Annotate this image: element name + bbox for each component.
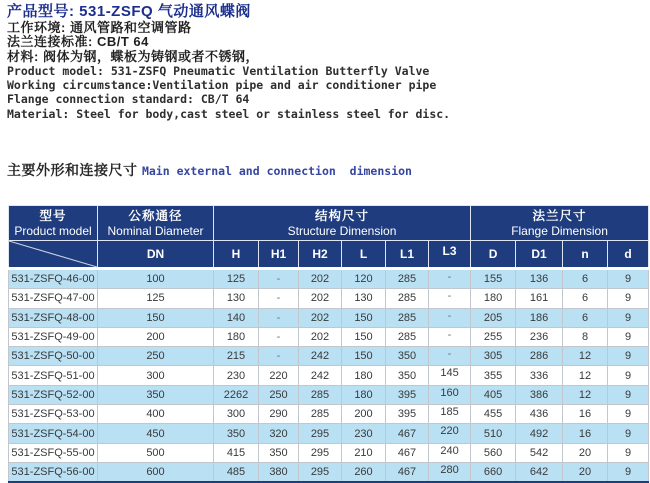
value-cell: 450 (98, 424, 214, 443)
col-header-l1: L1 (386, 241, 429, 269)
value-cell: 300 (214, 405, 259, 424)
value-cell: 492 (516, 424, 563, 443)
value-cell: 155 (471, 269, 516, 289)
col-group-flange-zh: 法兰尺寸 (532, 208, 587, 223)
value-cell: 150 (342, 327, 386, 346)
value-cell: 125 (98, 289, 214, 308)
value-cell: 395 (386, 385, 429, 404)
value-cell: - (429, 327, 471, 346)
value-cell: 467 (386, 462, 429, 482)
model-cell: 531-ZSFQ-47-00 (9, 289, 98, 308)
value-cell: 9 (608, 462, 649, 482)
value-cell: 485 (214, 462, 259, 482)
value-cell: - (429, 289, 471, 308)
value-cell: 510 (471, 424, 516, 443)
value-cell: 120 (342, 269, 386, 289)
value-cell: 250 (259, 385, 299, 404)
value-cell: 350 (214, 424, 259, 443)
value-cell: 140 (214, 308, 259, 327)
value-cell: 180 (471, 289, 516, 308)
value-cell: - (259, 327, 299, 346)
col-group-dn-en: Nominal Diameter (107, 223, 204, 238)
value-cell: 185 (429, 405, 471, 424)
value-cell: 350 (386, 347, 429, 366)
model-cell: 531-ZSFQ-52-00 (9, 385, 98, 404)
value-cell: 350 (98, 385, 214, 404)
model-cell: 531-ZSFQ-51-00 (9, 366, 98, 385)
value-cell: 6 (563, 269, 608, 289)
col-header-d1: D1 (516, 241, 563, 269)
value-cell: 180 (342, 366, 386, 385)
col-header-h2: H2 (299, 241, 342, 269)
section-heading-en: Main external and connection dimension (141, 164, 412, 178)
value-cell: 12 (563, 347, 608, 366)
value-cell: 660 (471, 462, 516, 482)
value-cell: 9 (608, 424, 649, 443)
model-cell: 531-ZSFQ-54-00 (9, 424, 98, 443)
value-cell: 6 (563, 289, 608, 308)
table-row (9, 269, 649, 289)
col-header-d-small: d (608, 241, 649, 269)
col-header-h: H (214, 241, 259, 269)
table-row (9, 385, 649, 404)
value-cell: 230 (342, 424, 386, 443)
value-cell: 250 (98, 347, 214, 366)
value-cell: 230 (214, 366, 259, 385)
col-header-n: n (563, 241, 608, 269)
table-row (9, 347, 649, 366)
model-cell: 531-ZSFQ-48-00 (9, 308, 98, 327)
value-cell: 202 (299, 289, 342, 308)
col-group-model (9, 206, 98, 241)
value-cell: 6 (563, 308, 608, 327)
value-cell: 285 (386, 308, 429, 327)
value-cell: 9 (608, 327, 649, 346)
col-group-structure (214, 206, 471, 241)
value-cell: 355 (471, 366, 516, 385)
info-line-en-material: Material: Steel for body,cast steel or stainless steel for disc. (7, 106, 451, 121)
info-line-en-working: Working circumstance:Ventilation pipe and air conditioner pipe (7, 78, 437, 93)
value-cell: 12 (563, 366, 608, 385)
value-cell: - (429, 308, 471, 327)
value-cell: 9 (608, 385, 649, 404)
value-cell: 9 (608, 308, 649, 327)
value-cell: 20 (563, 462, 608, 482)
value-cell: 210 (342, 443, 386, 462)
diagonal-line-icon (9, 241, 97, 267)
value-cell: 300 (98, 366, 214, 385)
value-cell: 285 (386, 289, 429, 308)
value-cell: 161 (516, 289, 563, 308)
col-group-structure-en: Structure Dimension (287, 223, 397, 238)
value-cell: 280 (429, 462, 471, 482)
value-cell: 220 (429, 424, 471, 443)
value-cell: 215 (214, 347, 259, 366)
value-cell: 202 (299, 327, 342, 346)
value-cell: 2262 (214, 385, 259, 404)
value-cell: 9 (608, 269, 649, 289)
model-cell: 531-ZSFQ-53-00 (9, 405, 98, 424)
table-row (9, 289, 649, 308)
table-row (9, 327, 649, 346)
value-cell: - (429, 269, 471, 289)
value-cell: 600 (98, 462, 214, 482)
value-cell: 9 (608, 347, 649, 366)
col-header-l: L (342, 241, 386, 269)
value-cell: 285 (386, 327, 429, 346)
value-cell: 415 (214, 443, 259, 462)
section-heading (7, 160, 412, 180)
value-cell: 136 (516, 269, 563, 289)
col-header-l3: L3 (429, 241, 471, 269)
value-cell: 242 (299, 366, 342, 385)
model-cell: 531-ZSFQ-50-00 (9, 347, 98, 366)
col-header-dn: DN (98, 241, 214, 269)
model-cell: 531-ZSFQ-46-00 (9, 269, 98, 289)
value-cell: 350 (386, 366, 429, 385)
col-group-model-zh: 型号 (39, 208, 67, 223)
value-cell: 400 (98, 405, 214, 424)
value-cell: 642 (516, 462, 563, 482)
value-cell: - (259, 347, 299, 366)
product-info-block (7, 2, 450, 121)
model-cell: 531-ZSFQ-55-00 (9, 443, 98, 462)
value-cell: 542 (516, 443, 563, 462)
col-group-dn-zh: 公称通径 (128, 208, 183, 223)
value-cell: 255 (471, 327, 516, 346)
table-group-header-row (9, 206, 649, 241)
value-cell: 305 (471, 347, 516, 366)
dimension-table (8, 205, 649, 483)
value-cell: - (259, 289, 299, 308)
value-cell: 220 (259, 366, 299, 385)
value-cell: 202 (299, 269, 342, 289)
value-cell: 145 (429, 366, 471, 385)
value-cell: 295 (299, 462, 342, 482)
value-cell: 467 (386, 443, 429, 462)
value-cell: 295 (299, 424, 342, 443)
value-cell: 186 (516, 308, 563, 327)
value-cell: 350 (259, 443, 299, 462)
value-cell: 320 (259, 424, 299, 443)
value-cell: - (259, 269, 299, 289)
value-cell: 290 (259, 405, 299, 424)
table-row (9, 308, 649, 327)
table-body (9, 269, 649, 483)
value-cell: 20 (563, 443, 608, 462)
value-cell: 130 (342, 289, 386, 308)
table-row (9, 462, 649, 482)
value-cell: 260 (342, 462, 386, 482)
value-cell: 180 (214, 327, 259, 346)
value-cell: 240 (429, 443, 471, 462)
value-cell: 236 (516, 327, 563, 346)
table-row (9, 405, 649, 424)
value-cell: 285 (386, 269, 429, 289)
value-cell: 380 (259, 462, 299, 482)
col-group-model-en: Product model (14, 223, 92, 238)
value-cell: 200 (98, 327, 214, 346)
value-cell: 295 (299, 443, 342, 462)
diagonal-cell (9, 241, 98, 269)
section-heading-zh: 主要外形和连接尺寸 (7, 162, 138, 178)
value-cell: 9 (608, 405, 649, 424)
value-cell: 100 (98, 269, 214, 289)
product-title-zh: 产品型号: 531-ZSFQ 气动通风蝶阀 (7, 3, 251, 20)
value-cell: 9 (608, 366, 649, 385)
col-group-flange-en: Flange Dimension (511, 223, 608, 238)
value-cell: 9 (608, 443, 649, 462)
value-cell: 180 (342, 385, 386, 404)
value-cell: 455 (471, 405, 516, 424)
model-cell: 531-ZSFQ-56-00 (9, 462, 98, 482)
info-line-zh-flange: 法兰连接标准: CB/T 64 (7, 34, 149, 50)
info-line-zh-working: 工作环境: 通风管路和空调管路 (7, 20, 192, 35)
value-cell: 242 (299, 347, 342, 366)
value-cell: 386 (516, 385, 563, 404)
value-cell: 560 (471, 443, 516, 462)
value-cell: 12 (563, 385, 608, 404)
value-cell: 150 (98, 308, 214, 327)
value-cell: 125 (214, 269, 259, 289)
table-row (9, 443, 649, 462)
value-cell: 286 (516, 347, 563, 366)
value-cell: 9 (608, 289, 649, 308)
value-cell: 285 (299, 405, 342, 424)
value-cell: 467 (386, 424, 429, 443)
value-cell: 16 (563, 405, 608, 424)
value-cell: 336 (516, 366, 563, 385)
value-cell: 405 (471, 385, 516, 404)
value-cell: 8 (563, 327, 608, 346)
value-cell: 285 (299, 385, 342, 404)
info-line-en-flange: Flange connection standard: CB/T 64 (7, 92, 250, 107)
value-cell: - (259, 308, 299, 327)
info-line-en-model: Product model: 531-ZSFQ Pneumatic Ventilation Butterfly Valve (7, 63, 430, 78)
value-cell: 150 (342, 347, 386, 366)
value-cell: 160 (429, 385, 471, 404)
value-cell: 395 (386, 405, 429, 424)
col-group-dn (98, 206, 214, 241)
table-column-header-row (9, 241, 649, 269)
col-header-d: D (471, 241, 516, 269)
table-row (9, 366, 649, 385)
value-cell: 202 (299, 308, 342, 327)
model-cell: 531-ZSFQ-49-00 (9, 327, 98, 346)
value-cell: 205 (471, 308, 516, 327)
value-cell: 16 (563, 424, 608, 443)
info-line-zh-material: 材料: 阀体为钢，蝶板为铸钢或者不锈钢， (7, 48, 259, 64)
value-cell: 436 (516, 405, 563, 424)
col-group-flange (471, 206, 649, 241)
col-group-structure-zh: 结构尺寸 (315, 208, 370, 223)
value-cell: 150 (342, 308, 386, 327)
value-cell: 500 (98, 443, 214, 462)
value-cell: 200 (342, 405, 386, 424)
table-row (9, 424, 649, 443)
value-cell: 130 (214, 289, 259, 308)
col-header-h1: H1 (259, 241, 299, 269)
value-cell: - (429, 347, 471, 366)
